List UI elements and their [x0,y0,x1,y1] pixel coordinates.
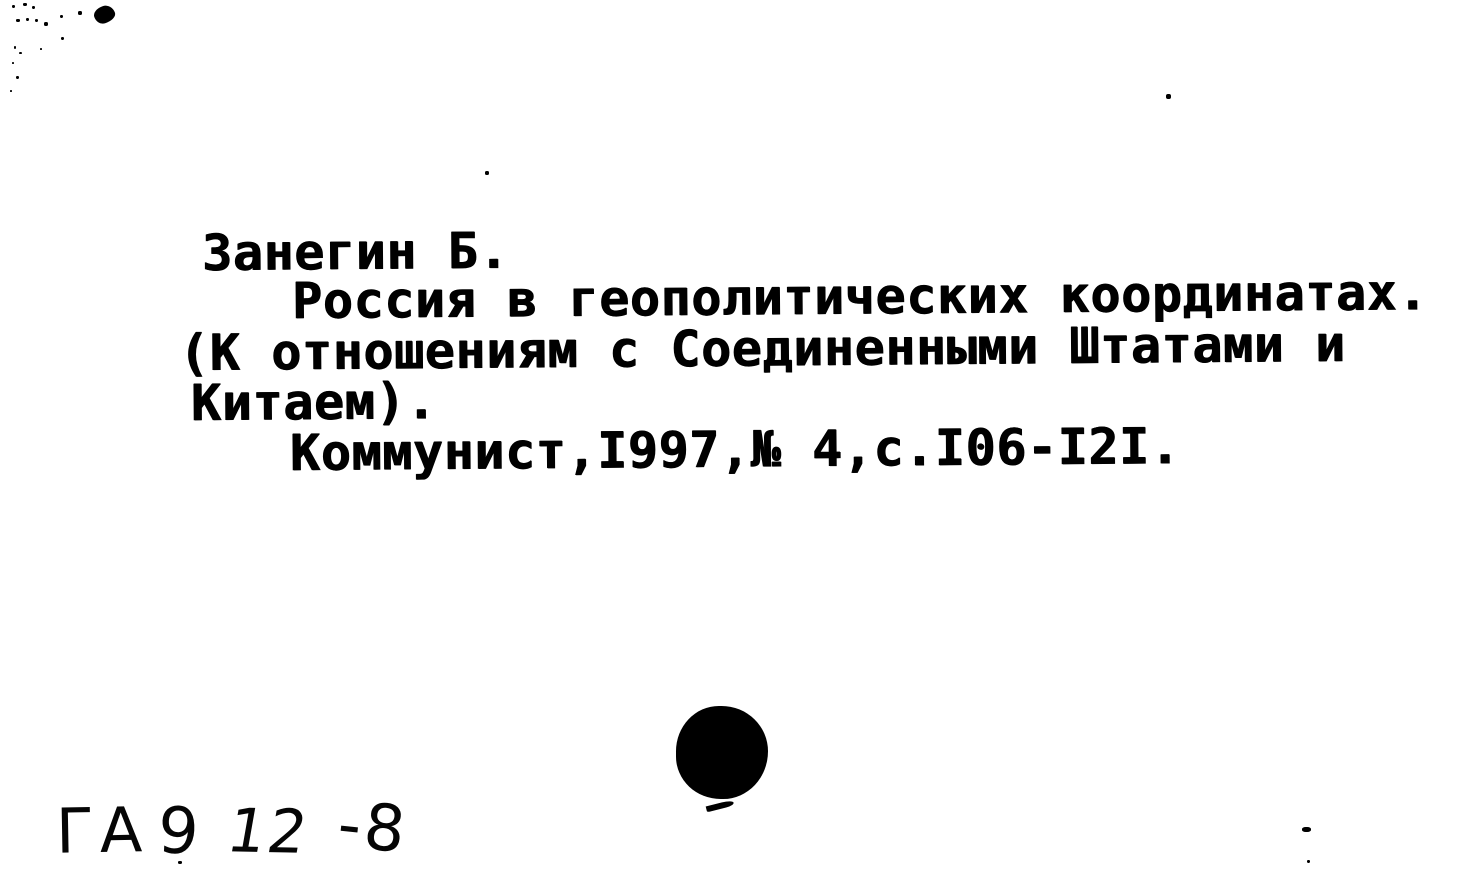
noise-speck [14,46,16,49]
call-number-num1: 9 [156,793,201,871]
source-line: Коммунист,I997,№ 4,с.I06-I2I. [289,417,1181,482]
noise-speck [40,48,42,50]
noise-speck [32,6,35,9]
call-number-suffix: -8 [334,787,412,869]
call-number-prefix: ГА [55,793,149,868]
noise-speck [16,76,19,79]
author-line: Занегин Б. [201,221,510,282]
title-line-2: (К отношениям с Соединенными Штатами и [178,314,1347,382]
noise-speck [1307,860,1310,863]
title-line-3: Китаем). [190,372,438,432]
noise-speck [78,11,82,15]
ink-blot [92,3,117,26]
noise-speck [35,19,38,22]
noise-speck [61,37,64,40]
noise-speck [16,19,20,22]
noise-speck [1166,94,1171,99]
punch-hole [676,706,768,799]
punch-hole-smudge [706,800,735,813]
noise-speck [23,3,27,6]
noise-speck [1302,827,1311,832]
noise-speck [12,62,14,64]
noise-speck [10,90,12,92]
title-line-1: Россия в геополитических координатах. [291,263,1429,330]
noise-speck [19,52,22,54]
noise-speck [485,171,489,175]
noise-speck [60,15,63,18]
call-number-num2: 12 [221,796,315,868]
noise-speck [44,22,48,26]
noise-speck [26,18,29,21]
noise-speck [12,5,15,8]
